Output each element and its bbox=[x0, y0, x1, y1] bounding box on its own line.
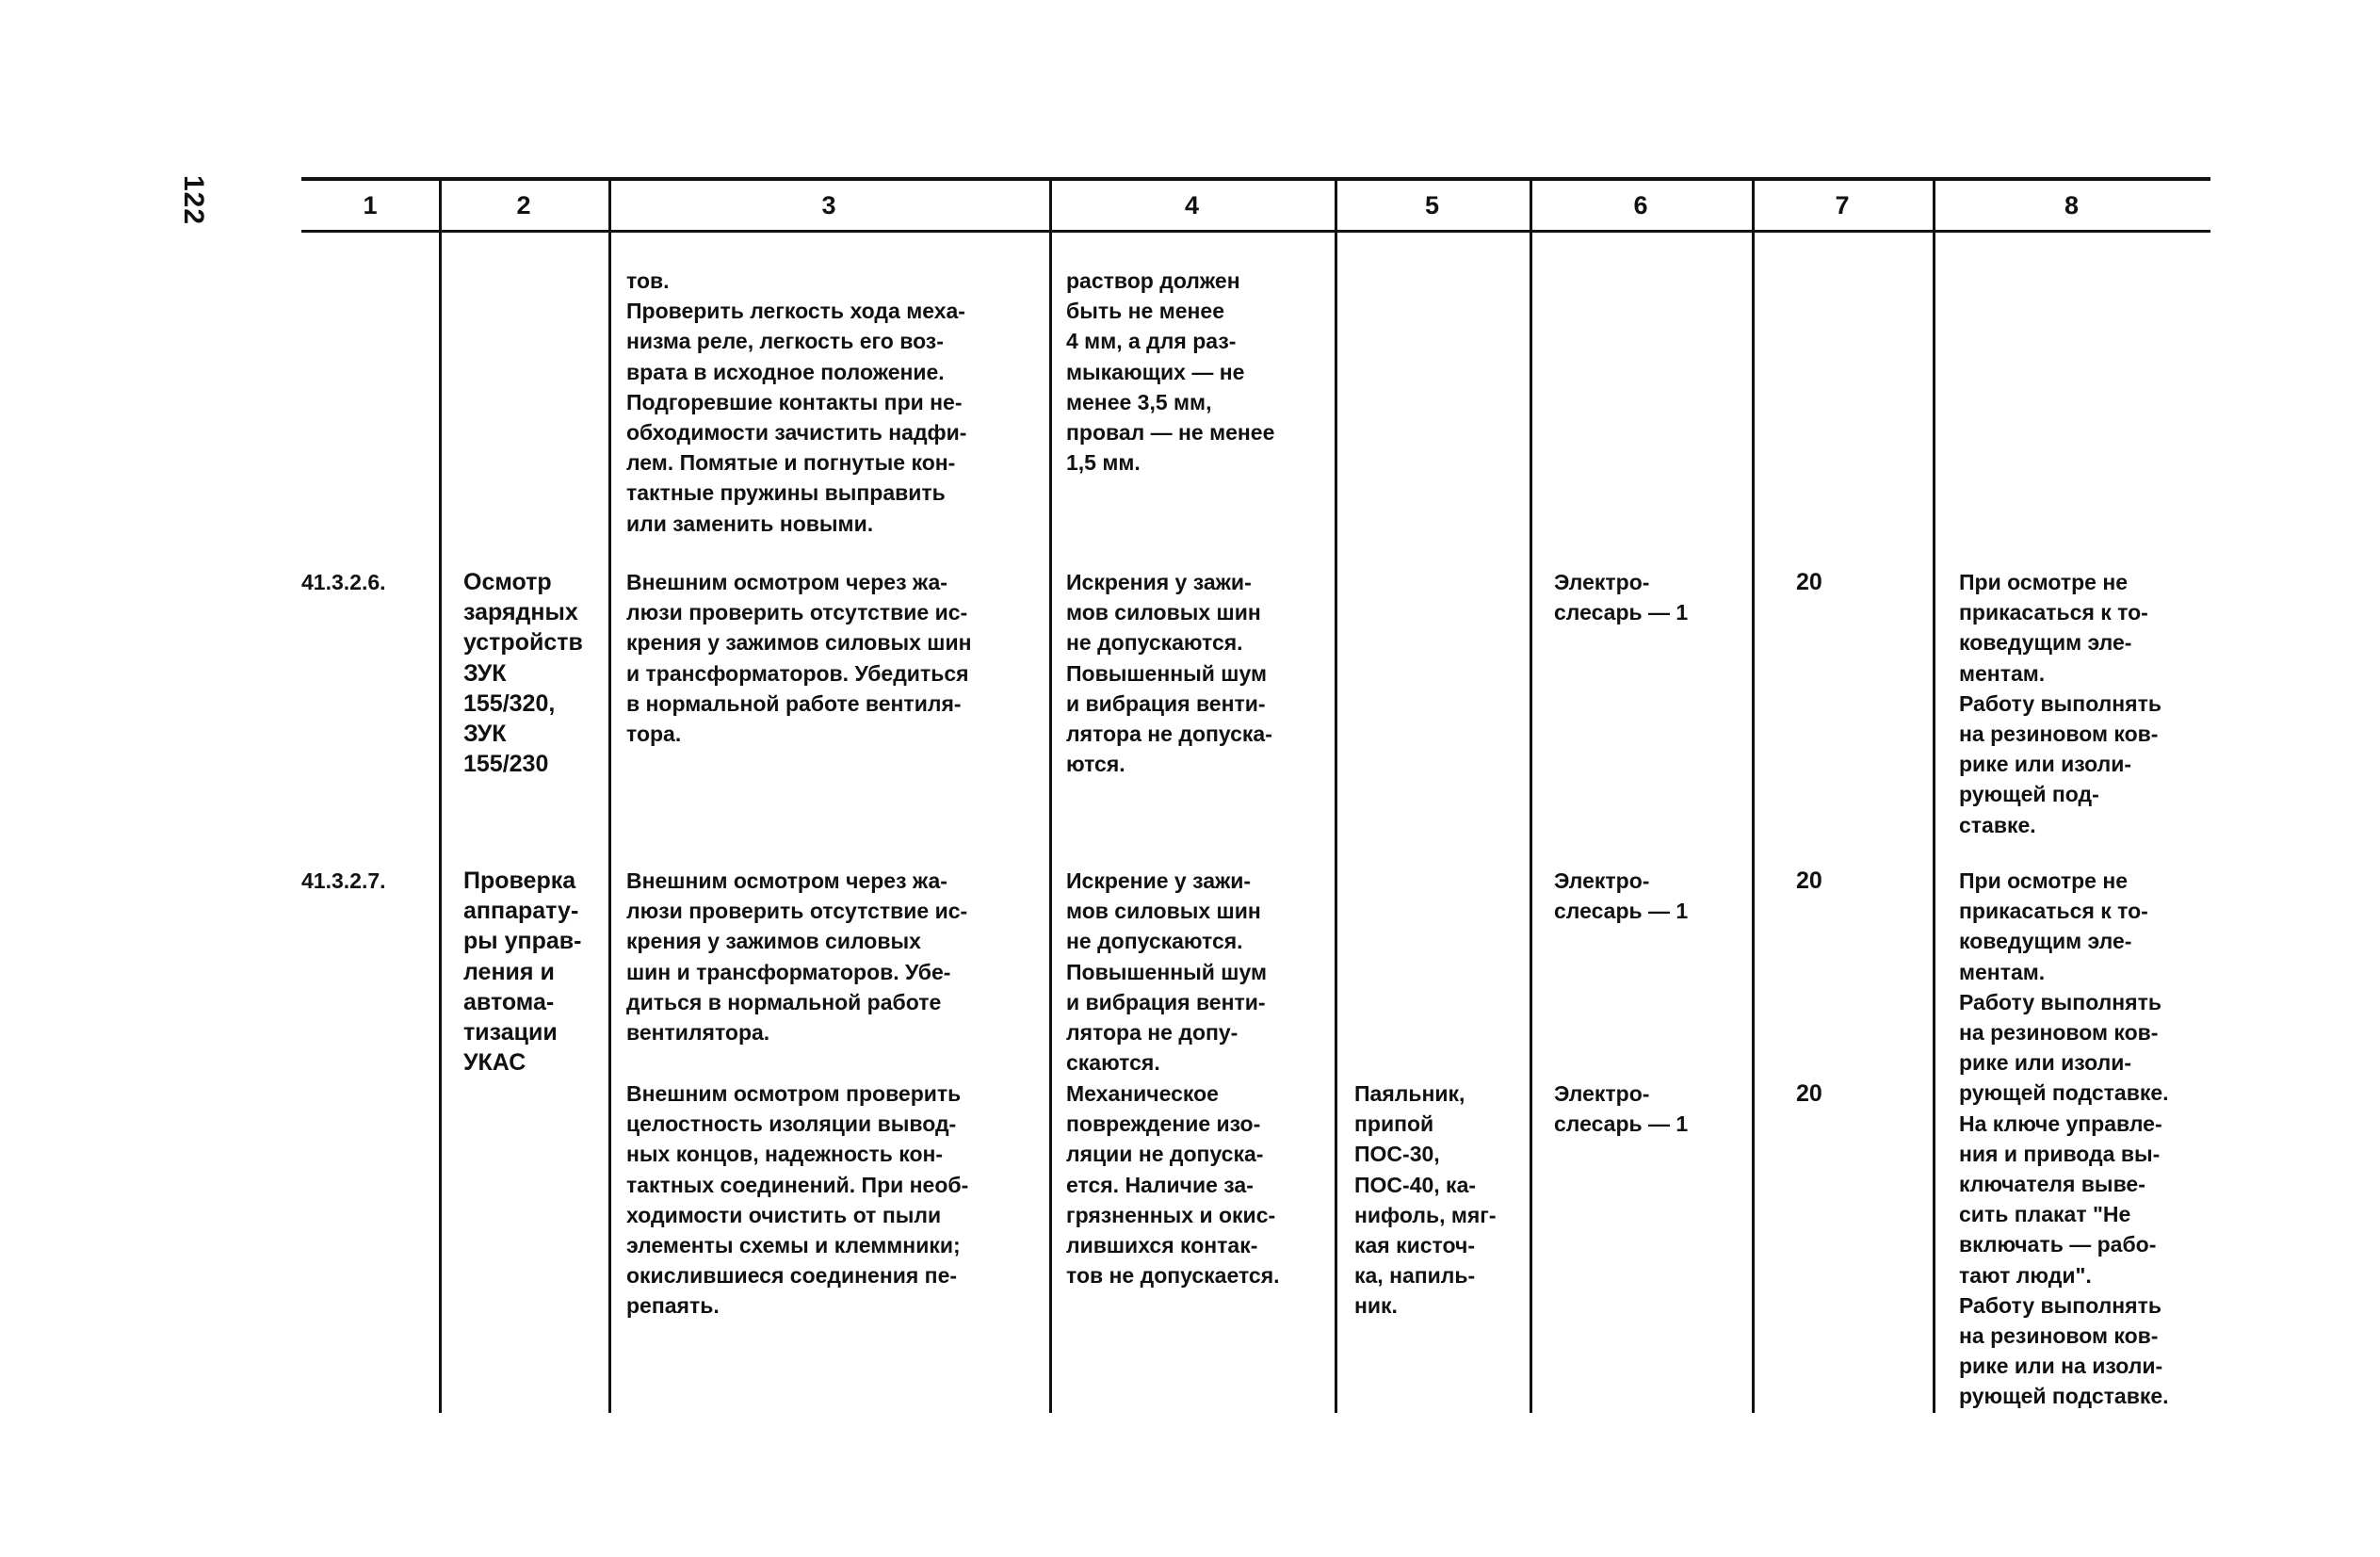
requirements-text: Механическое повреждение изо- ляции не допуска- ется. Наличие за- грязненных и окис- лившихся контак- тов не допускается. bbox=[1066, 1081, 1280, 1289]
column-divider bbox=[1530, 177, 1532, 1413]
notes-text: При осмотре не прикасаться к то- коведущим эле- ментам. Работу выполнять на резиновом ков- рике или изоли- рующей под- ставке. bbox=[1959, 570, 2162, 837]
header-bottom-rule bbox=[301, 230, 2210, 233]
row-number: 41.3.2.6. bbox=[301, 570, 386, 594]
continuation-requirements-text: раствор должен быть не менее 4 мм, а для раз- мыкающих — не менее 3,5 мм, провал — не менее 1,5 мм. bbox=[1066, 268, 1275, 476]
time-value: 20 bbox=[1796, 1080, 1822, 1107]
time-value: 20 bbox=[1796, 569, 1822, 595]
requirements-text: Искрение у зажи- мов силовых шин не допускаются. Повышенный шум и вибрация венти- лятора не допу- скаются. bbox=[1066, 868, 1267, 1076]
time-value: 20 bbox=[1796, 868, 1822, 894]
column-divider bbox=[1335, 177, 1337, 1413]
page-number: 122 bbox=[178, 175, 209, 226]
column-header-4: 4 bbox=[1184, 191, 1200, 219]
method-text: Внешним осмотром через жа- люзи проверить отсутствие ис- крения у зажимов силовых шин и трансформаторов. Убедиться в нормальной работе вентиля- тора. bbox=[626, 570, 972, 747]
work-name: Осмотр зарядных устройств ЗУК 155/320, ЗУК 155/230 bbox=[463, 569, 583, 778]
column-header-7: 7 bbox=[1835, 191, 1850, 219]
column-divider bbox=[1933, 177, 1935, 1413]
column-header-1: 1 bbox=[363, 191, 378, 219]
column-divider bbox=[1752, 177, 1755, 1413]
row-number: 41.3.2.7. bbox=[301, 868, 386, 893]
column-header-2: 2 bbox=[516, 191, 531, 219]
requirements-text: Искрения у зажи- мов силовых шин не допускаются. Повышенный шум и вибрация венти- лятора не допуска- ются. bbox=[1066, 570, 1272, 777]
column-divider bbox=[608, 177, 611, 1413]
method-text: Внешним осмотром через жа- люзи проверить отсутствие ис- крения у зажимов силовых шин и трансформаторов. Убе- диться в нормальной работе вентилятора. bbox=[626, 868, 968, 1046]
performer-text: Электро- слесарь — 1 bbox=[1554, 868, 1689, 924]
performer-text: Электро- слесарь — 1 bbox=[1554, 1081, 1689, 1137]
column-divider bbox=[439, 177, 442, 1413]
performer-text: Электро- слесарь — 1 bbox=[1554, 570, 1689, 625]
column-header-8: 8 bbox=[2064, 191, 2080, 219]
maintenance-table bbox=[301, 177, 2210, 1413]
method-text: Внешним осмотром проверить целостность изоляции вывод- ных концов, надежность кон- тактных соединений. При необ- ходимости очистить от пыли элементы схемы и клеммники; окислившиеся соединения пе- репаять. bbox=[626, 1081, 969, 1319]
tools-text: Паяльник, припой ПОС-30, ПОС-40, ка- нифоль, мяг- кая кисточ- ка, напиль- ник. bbox=[1354, 1081, 1497, 1319]
column-header-3: 3 bbox=[821, 191, 836, 219]
column-header-6: 6 bbox=[1633, 191, 1648, 219]
column-header-5: 5 bbox=[1424, 191, 1440, 219]
table-top-rule bbox=[301, 177, 2210, 181]
work-name: Проверка аппарату- ры управ- ления и автома- тизации УКАС bbox=[463, 868, 582, 1077]
notes-text: При осмотре не прикасаться к то- коведущим эле- ментам. Работу выполнять на резиновом ков- рике или изоли- рующей подставке. На ключе управле- ния и привода вы- ключателя выве- сить плакат "Не включать — рабо- тают люди". Работу выполнять на резиновом ков- рике или на изоли- рующей подставке. bbox=[1959, 868, 2169, 1409]
continuation-method-text: тов. Проверить легкость хода меха- низма реле, легкость его воз- врата в исходное положение. Подгоревшие контакты при не- обходимости зачистить надфи- лем. Помятые и погнутые кон- тактные пружины выправить или заменить новыми. bbox=[626, 268, 967, 536]
column-divider bbox=[1049, 177, 1052, 1413]
